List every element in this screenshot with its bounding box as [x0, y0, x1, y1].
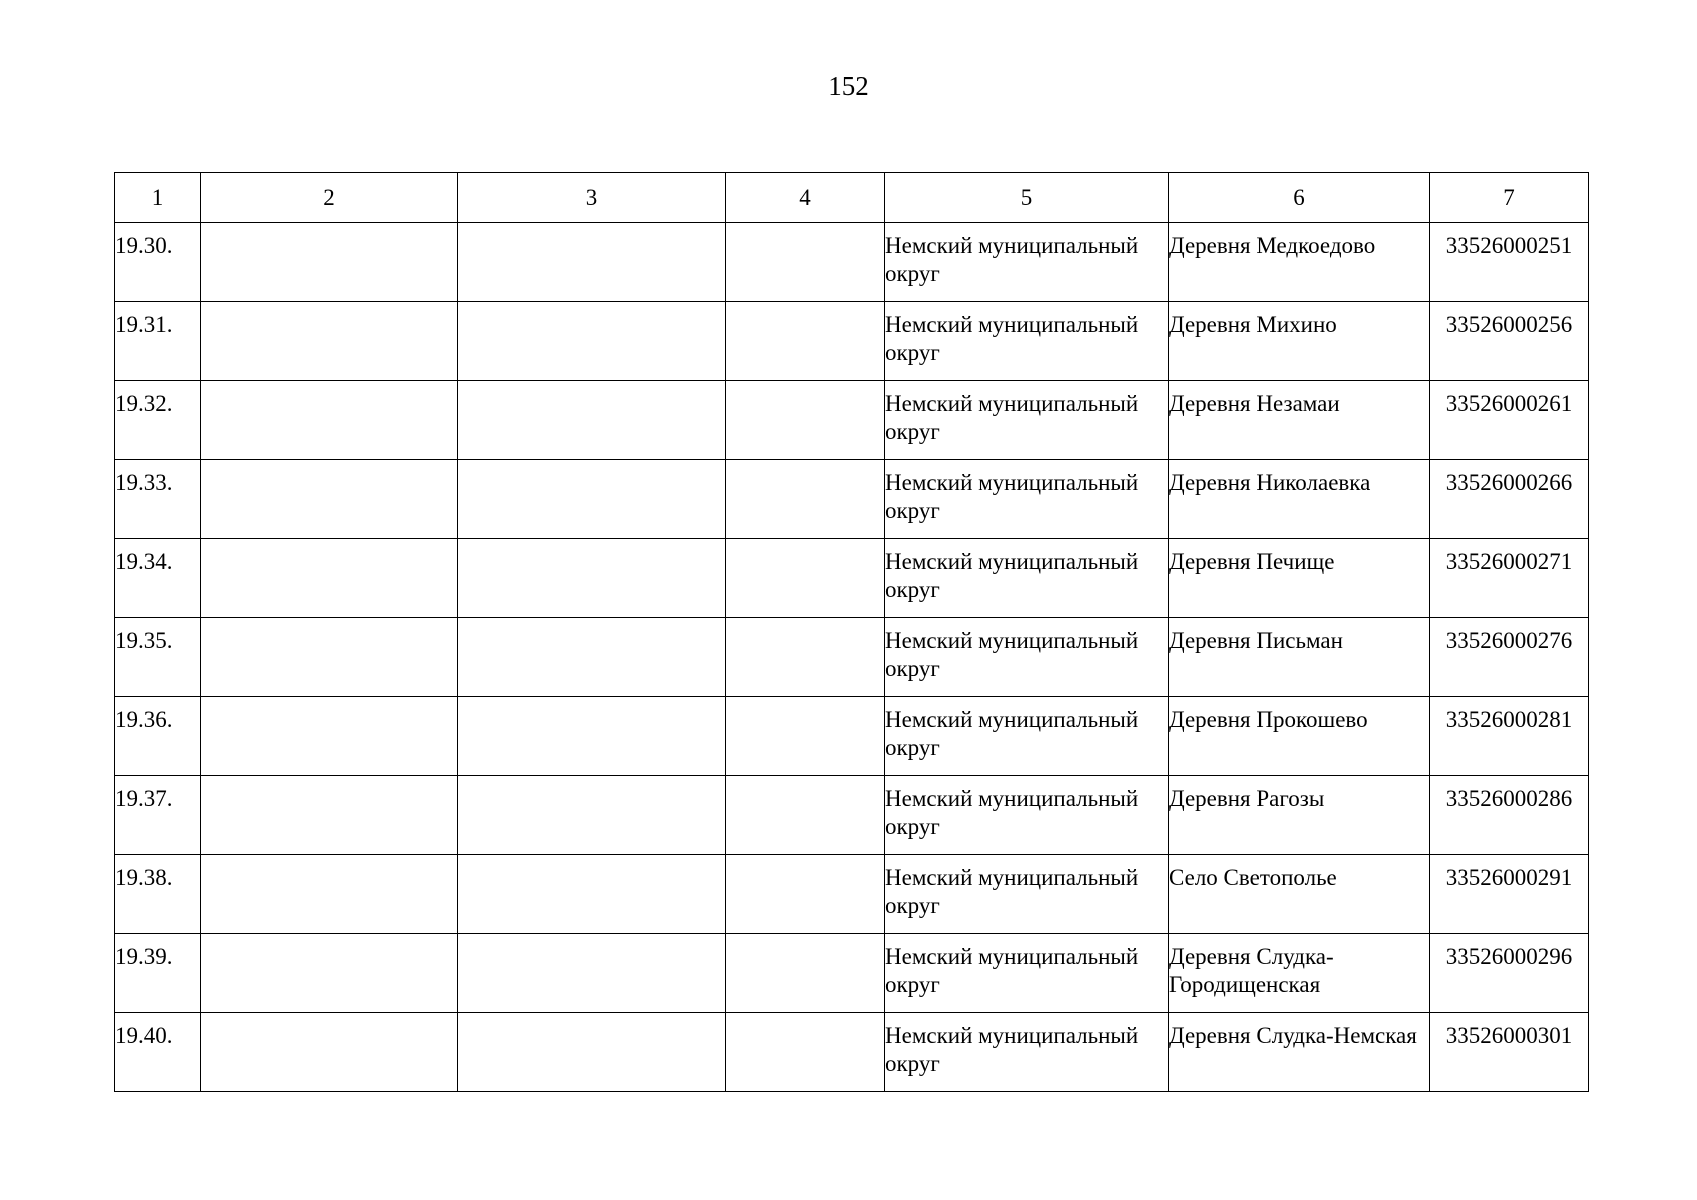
district-cell: Немский муниципальный округ [885, 381, 1169, 460]
col-2-cell [201, 302, 458, 381]
col-3-cell [458, 618, 726, 697]
code-cell: 33526000301 [1430, 1013, 1589, 1092]
district-cell: Немский муниципальный округ [885, 460, 1169, 539]
col-4-cell [726, 855, 885, 934]
row-number-cell: 19.36. [115, 697, 201, 776]
table-body [115, 223, 1589, 1092]
header-row [115, 173, 1589, 223]
settlement-cell: Деревня Рагозы [1169, 776, 1430, 855]
header-col-1: 1 [115, 173, 201, 223]
col-4-cell [726, 934, 885, 1013]
table-row [115, 223, 1589, 302]
col-3-cell [458, 223, 726, 302]
col-4-cell [726, 776, 885, 855]
settlement-cell: Деревня Прокошево [1169, 697, 1430, 776]
table-row [115, 934, 1589, 1013]
settlement-cell: Деревня Михино [1169, 302, 1430, 381]
header-col-7: 7 [1430, 173, 1589, 223]
col-3-cell [458, 302, 726, 381]
page-number: 152 [828, 71, 869, 101]
table-row [115, 776, 1589, 855]
header-col-2: 2 [201, 173, 458, 223]
row-number-cell: 19.39. [115, 934, 201, 1013]
col-2-cell [201, 539, 458, 618]
col-2-cell [201, 381, 458, 460]
code-cell: 33526000251 [1430, 223, 1589, 302]
table-row [115, 697, 1589, 776]
col-4-cell [726, 223, 885, 302]
row-number-cell: 19.38. [115, 855, 201, 934]
row-number-cell: 19.35. [115, 618, 201, 697]
col-2-cell [201, 618, 458, 697]
col-3-cell [458, 934, 726, 1013]
col-4-cell [726, 618, 885, 697]
district-cell: Немский муниципальный округ [885, 855, 1169, 934]
col-2-cell [201, 1013, 458, 1092]
row-number-cell: 19.37. [115, 776, 201, 855]
col-4-cell [726, 381, 885, 460]
row-number-cell: 19.31. [115, 302, 201, 381]
col-3-cell [458, 539, 726, 618]
code-cell: 33526000271 [1430, 539, 1589, 618]
code-cell: 33526000291 [1430, 855, 1589, 934]
row-number-cell: 19.40. [115, 1013, 201, 1092]
col-3-cell [458, 776, 726, 855]
settlement-cell: Деревня Николаевка [1169, 460, 1430, 539]
col-3-cell [458, 460, 726, 539]
col-4-cell [726, 697, 885, 776]
table-row [115, 460, 1589, 539]
district-cell: Немский муниципальный округ [885, 618, 1169, 697]
col-2-cell [201, 934, 458, 1013]
settlement-cell: Деревня Слудка-Городищенская [1169, 934, 1430, 1013]
district-cell: Немский муниципальный округ [885, 776, 1169, 855]
district-cell: Немский муниципальный округ [885, 302, 1169, 381]
col-2-cell [201, 776, 458, 855]
col-2-cell [201, 223, 458, 302]
district-cell: Немский муниципальный округ [885, 1013, 1169, 1092]
district-cell: Немский муниципальный округ [885, 539, 1169, 618]
code-cell: 33526000281 [1430, 697, 1589, 776]
row-number-cell: 19.33. [115, 460, 201, 539]
district-cell: Немский муниципальный округ [885, 697, 1169, 776]
col-3-cell [458, 1013, 726, 1092]
header-col-3: 3 [458, 173, 726, 223]
settlement-cell: Деревня Печище [1169, 539, 1430, 618]
table-header [115, 173, 1589, 223]
col-2-cell [201, 855, 458, 934]
row-number-cell: 19.34. [115, 539, 201, 618]
col-3-cell [458, 855, 726, 934]
col-4-cell [726, 1013, 885, 1092]
table-row [115, 539, 1589, 618]
code-cell: 33526000286 [1430, 776, 1589, 855]
col-3-cell [458, 381, 726, 460]
table-row [115, 381, 1589, 460]
col-2-cell [201, 460, 458, 539]
code-cell: 33526000276 [1430, 618, 1589, 697]
header-col-4: 4 [726, 173, 885, 223]
district-cell: Немский муниципальный округ [885, 934, 1169, 1013]
settlement-cell: Село Светополье [1169, 855, 1430, 934]
settlement-cell: Деревня Медкоедово [1169, 223, 1430, 302]
table-row [115, 618, 1589, 697]
settlement-cell: Деревня Слудка-Немская [1169, 1013, 1430, 1092]
code-cell: 33526000266 [1430, 460, 1589, 539]
header-col-6: 6 [1169, 173, 1430, 223]
code-cell: 33526000296 [1430, 934, 1589, 1013]
district-cell: Немский муниципальный округ [885, 223, 1169, 302]
code-cell: 33526000256 [1430, 302, 1589, 381]
table-row [115, 1013, 1589, 1092]
col-4-cell [726, 539, 885, 618]
col-2-cell [201, 697, 458, 776]
row-number-cell: 19.32. [115, 381, 201, 460]
table-row [115, 302, 1589, 381]
col-4-cell [726, 460, 885, 539]
col-4-cell [726, 302, 885, 381]
settlement-cell: Деревня Незамаи [1169, 381, 1430, 460]
settlements-table [114, 172, 1589, 1092]
code-cell: 33526000261 [1430, 381, 1589, 460]
row-number-cell: 19.30. [115, 223, 201, 302]
col-3-cell [458, 697, 726, 776]
header-col-5: 5 [885, 173, 1169, 223]
table-row [115, 855, 1589, 934]
settlement-cell: Деревня Письман [1169, 618, 1430, 697]
